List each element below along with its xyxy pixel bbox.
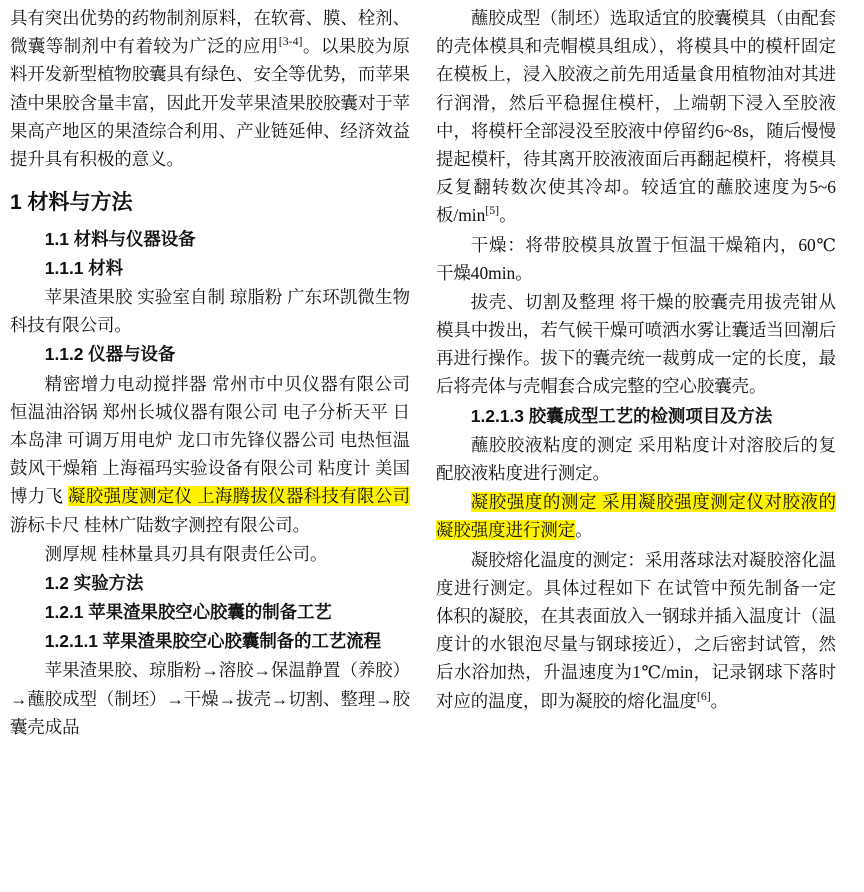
paragraph-stripping: 拔壳、切割及整理 将干燥的胶囊壳用拔壳钳从模具中拨出，若气候干燥可喷洒水雾让囊适当回潮后再进行操作。拔下的囊壳统一裁剪成一定的长度，最后将壳体与壳帽套合成完整的空心胶囊壳。 (436, 291, 836, 397)
paragraph-instruments (10, 370, 410, 539)
paragraph-thickness-gauge: 测厚规 桂林量具刃具有限责任公司。 (44, 543, 328, 564)
paragraph-materials: 苹果渣果胶 实验室自制 琼脂粉 广东环凯微生物科技有限公司。 (10, 287, 410, 336)
paragraph-drying: 干燥：将带胶模具放置于恒温干燥箱内，60℃干燥40min。 (436, 234, 836, 283)
melting-temperature-text: 凝胶熔化温度的测定：采用落球法对凝胶溶化温度进行测定。具体过程如下 在试管中预先制备一定体积的凝胶，在其表面放入一钢球并插入温度计（温度计的水银泡尽量与钢球接近），之后密封试管，然后水浴加热，升温速度为1℃/min，记录钢球下落时对应的温度，即为凝胶的熔化温度 (436, 549, 837, 711)
gel-strength-highlighted-text: 凝胶强度的测定 采用凝胶强度测定仪对胶液的凝胶强度进行测定 (436, 492, 836, 541)
paragraph-viscosity-measurement: 蘸胶胶液粘度的测定 采用粘度计对溶胶后的复配胶液粘度进行测定。 (436, 434, 836, 483)
dip-molding-text-end: 。 (499, 205, 517, 226)
right-column (436, 4, 836, 892)
opening-paragraph-text: 具有突出优势的药物制剂原料，在软膏、膜、栓剂、微囊等制剂中有着较为广泛的应用 (10, 8, 410, 57)
gel-strength-text-end: 。 (575, 520, 593, 541)
instruments-text-after: 游标卡尺 桂林广陆数字测控有限公司。 (10, 514, 310, 535)
dip-molding-text: 蘸胶成型（制坯）选取适宜的胶囊模具（由配套的壳体模具和壳帽模具组成），将模具中的模杆固定在模板上，浸入胶液之前先用适量食用植物油对其进行润滑，然后平稳握住模杆，上端朝下浸入至胶液中，将模杆全部浸没至胶液中停留约6~8s，随后慢慢提起模杆，待其离开胶液液面后再翻起模杆，将模具反复翻转数次使其冷却。较适宜的蘸胶速度为5~6 板/min (436, 8, 837, 226)
paragraph-gel-strength-measurement (436, 488, 836, 544)
paragraph-process-flow: 苹果渣果胶、琼脂粉→溶胶→保温静置（养胶）→蘸胶成型（制坯）→干燥→拔壳→切割、整理→胶囊壳成品 (10, 660, 411, 737)
left-column (10, 4, 410, 892)
heading-1-2-1: 1.2.1 苹果渣果胶空心胶囊的制备工艺 (44, 602, 332, 623)
opening-paragraph-reference: [3-4] (278, 34, 303, 49)
opening-paragraph (10, 4, 410, 173)
instruments-text-before: 精密增力电动搅拌器 常州市中贝仪器有限公司 恒温油浴锅 郑州长城仪器有限公司 电子分析天平 日本岛津 可调万用电炉 龙口市先锋仪器公司 电热恒温鼓风干燥箱 上海福玛实验设备有限公司 粘度计 美国博力飞 (10, 373, 410, 507)
melting-temperature-reference: [6] (696, 688, 711, 703)
heading-1-2: 1.2 实验方法 (44, 572, 144, 593)
melting-temperature-text-end: 。 (710, 690, 729, 711)
opening-paragraph-continued: 。以果胶为原料开发新型植物胶囊具有绿色、安全等优势，而苹果渣中果胶含量丰富，因此开发苹果渣果胶胶囊对于苹果高产地区的果渣综合利用、产业链延伸、经济效益提升具有积极的意义。 (10, 36, 410, 169)
section-1-heading: 1 材料与方法 (10, 191, 133, 215)
instruments-highlighted-text: 凝胶强度测定仪 上海腾拔仪器科技有限公司 (68, 486, 410, 507)
heading-1-2-1-3: 1.2.1.3 胶囊成型工艺的检测项目及方法 (470, 405, 773, 426)
paragraph-melting-temperature (436, 546, 836, 715)
paragraph-dip-molding (436, 4, 836, 230)
heading-1-2-1-1: 1.2.1.1 苹果渣果胶空心胶囊制备的工艺流程 (44, 631, 382, 652)
dip-molding-reference: [5] (485, 203, 500, 218)
heading-1-1-1: 1.1.1 材料 (44, 257, 124, 278)
heading-1-1: 1.1 材料与仪器设备 (44, 228, 196, 249)
heading-1-1-2: 1.1.2 仪器与设备 (44, 344, 176, 365)
